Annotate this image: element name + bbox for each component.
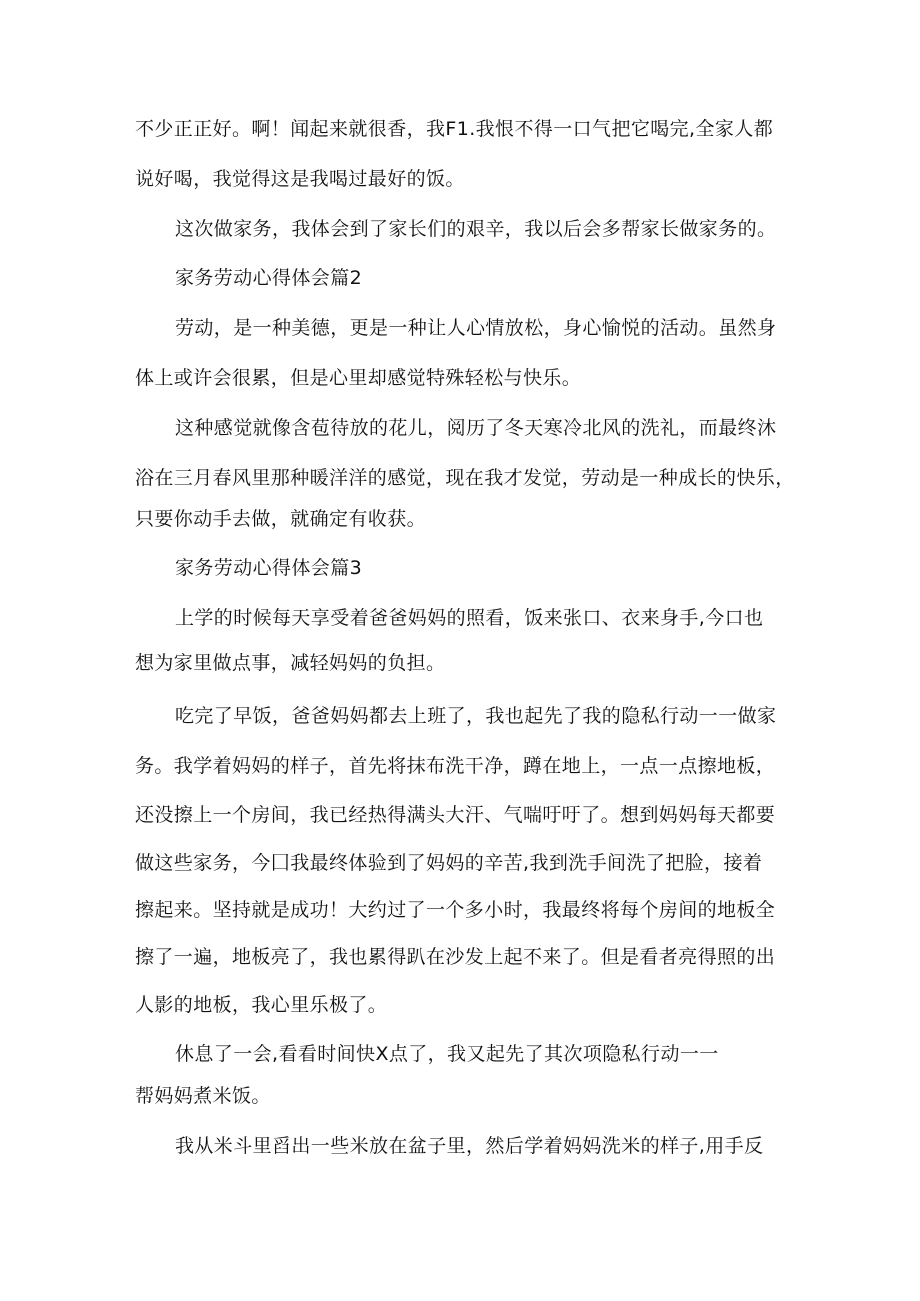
text-line: 人影的地板，我心里乐极了。 xyxy=(135,994,388,1016)
text-line: 这种感觉就像含苞待放的花儿，阅历了冬天寒冷北风的洗礼，而最终沐 xyxy=(175,417,777,439)
section-heading: 家务劳动心得体会篇2 xyxy=(175,267,363,289)
text-line: 说好喝，我觉得这是我喝过最好的饭。 xyxy=(135,168,465,190)
text-line: 上学的时候每天享受着爸爸妈妈的照看，饭来张口、衣来身手,今口也 xyxy=(175,607,764,629)
text-line: 我从米斗里舀出一些米放在盆子里，然后学着妈妈洗米的样子,用手反 xyxy=(175,1135,764,1157)
text-line: 擦起来。坚持就是成功！大约过了一个多小时，我最终将每个房间的地板全 xyxy=(135,899,776,921)
text-line: 务。我学着妈妈的样子，首先将抹布洗干净，蹲在地上，一点一点擦地板， xyxy=(135,755,776,777)
text-line: 擦了一遍，地板亮了，我也累得趴在沙发上起不来了。但是看者亮得照的出 xyxy=(135,946,776,968)
text-line: 休息了一会,看看时间快X点了，我又起先了其次项隐私行动一一 xyxy=(175,1043,719,1065)
text-line: 劳动，是一种美德，更是一种让人心情放松，身心愉悦的活动。虽然身 xyxy=(175,317,777,339)
text-line: 不少正正好。啊！闻起来就很香，我F1.我恨不得一口气把它喝完,全家人都 xyxy=(135,118,774,140)
text-line: 浴在三月春风里那种暖洋洋的感觉，现在我才发觉，劳动是一种成长的快乐， xyxy=(135,467,795,489)
text-line: 还没擦上一个房间，我已经热得满头大汗、气喘吁吁了。想到妈妈每天都要 xyxy=(135,804,776,826)
text-line: 做这些家务，今囗我最终体验到了妈妈的辛苦,我到洗手间洗了把脸，接着 xyxy=(135,852,763,874)
text-line: 体上或许会很累，但是心里却感觉特殊轻松与快乐。 xyxy=(135,367,582,389)
text-line: 吃完了早饭，爸爸妈妈都去上班了，我也起先了我的隐私行动一一做家 xyxy=(175,705,777,727)
section-heading: 家务劳动心得体会篇3 xyxy=(175,557,363,579)
text-line: 帮妈妈煮米饭。 xyxy=(135,1085,271,1107)
text-line: 只要你动手去做，就确定有收获。 xyxy=(135,508,427,530)
text-line: 想为家里做点事，减轻妈妈的负担。 xyxy=(135,652,446,674)
text-line: 这次做家务，我体会到了家长们的艰辛，我以后会多帮家长做家务的。 xyxy=(175,218,777,240)
